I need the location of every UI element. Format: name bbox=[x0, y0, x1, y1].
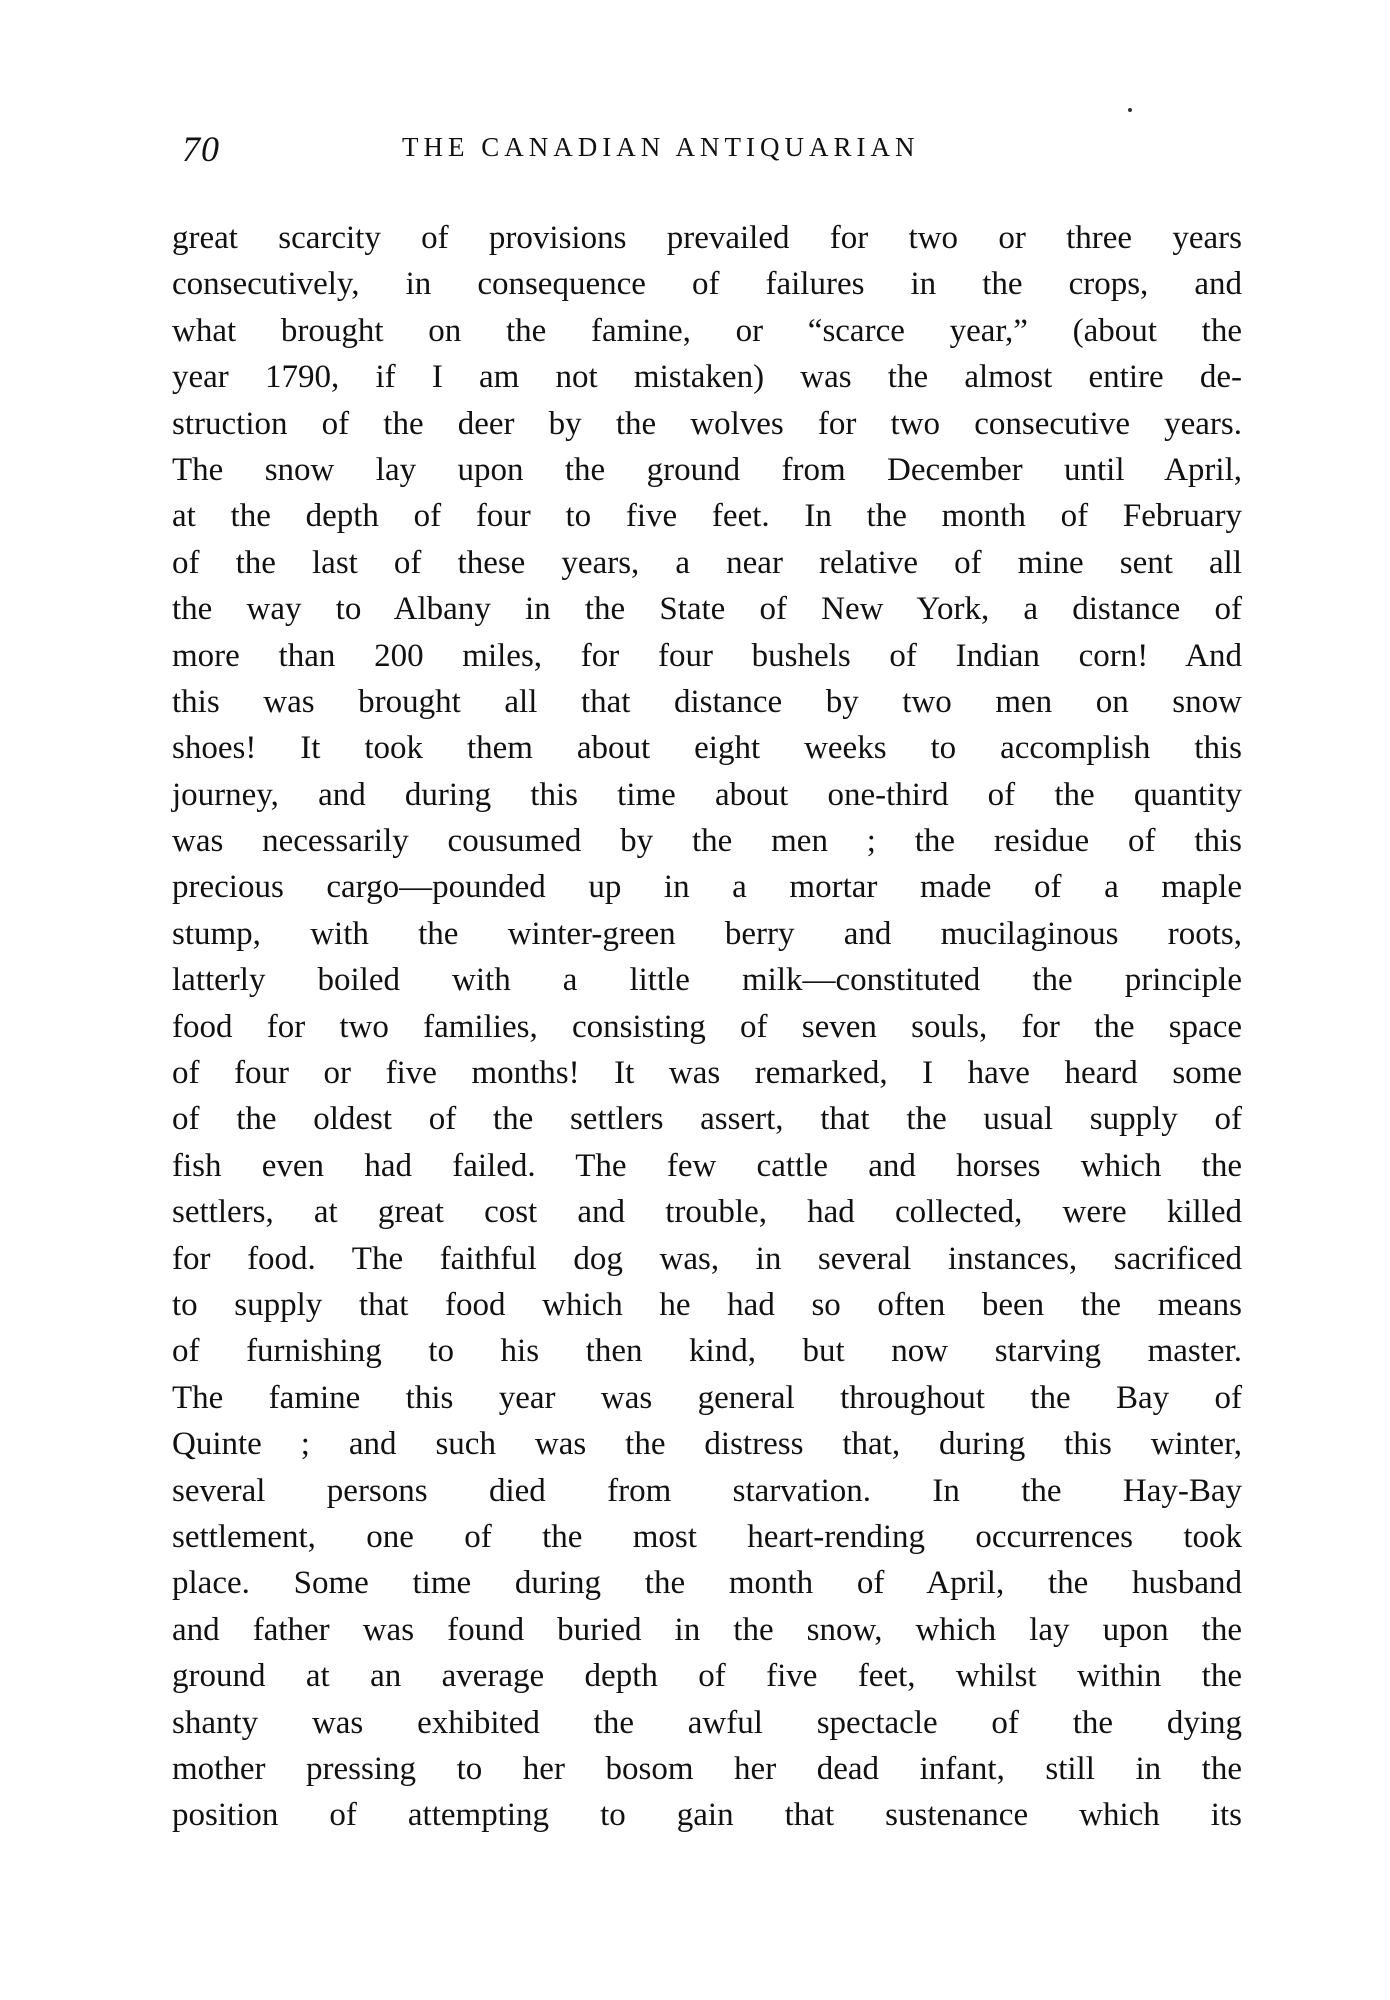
text-line: several persons died from starvation. In the Hay-Bay bbox=[172, 1472, 1242, 1509]
text-line: mother pressing to her bosom her dead infant, still in the bbox=[172, 1750, 1242, 1787]
text-line: the way to Albany in the State of New York, a distance of bbox=[172, 591, 1242, 628]
text-line: shanty was exhibited the awful spectacle of the dying bbox=[172, 1704, 1242, 1741]
text-line: stump, with the winter-green berry and mucilaginous roots, bbox=[172, 915, 1242, 952]
text-line: The famine this year was general throughout the Bay of bbox=[172, 1379, 1242, 1416]
text-line: was necessarily cousumed by the men ; the residue of this bbox=[172, 823, 1242, 860]
running-title: THE CANADIAN ANTIQUARIAN bbox=[402, 132, 920, 162]
text-line: shoes! It took them about eight weeks to accomplish this bbox=[172, 730, 1242, 767]
text-line: for food. The faithful dog was, in several instances, sacrificed bbox=[172, 1240, 1242, 1277]
text-line: ground at an average depth of five feet, whilst within the bbox=[172, 1658, 1242, 1695]
text-line: journey, and during this time about one-third of the quantity bbox=[172, 776, 1242, 813]
text-line: precious cargo—pounded up in a mortar made of a maple bbox=[172, 869, 1242, 906]
text-line: of the oldest of the settlers assert, that the usual supply of bbox=[172, 1101, 1242, 1138]
text-line: of the last of these years, a near relative of mine sent all bbox=[172, 544, 1242, 581]
text-line: and father was found buried in the snow, which lay upon the bbox=[172, 1611, 1242, 1648]
text-line: place. Some time during the month of April, the husband bbox=[172, 1565, 1242, 1602]
text-line: Quinte ; and such was the distress that, during this winter, bbox=[172, 1426, 1242, 1463]
text-line: year 1790, if I am not mistaken) was the almost entire de- bbox=[172, 359, 1242, 396]
text-line: settlement, one of the most heart-rending occurrences took bbox=[172, 1518, 1242, 1555]
text-line: what brought on the famine, or “scarce year,” (about the bbox=[172, 312, 1242, 349]
running-header bbox=[182, 128, 1232, 178]
printing-speck bbox=[1128, 108, 1132, 112]
text-line: this was brought all that distance by two men on snow bbox=[172, 683, 1242, 720]
text-line: to supply that food which he had so often been the means bbox=[172, 1286, 1242, 1323]
text-line: of four or five months! It was remarked, I have heard some bbox=[172, 1055, 1242, 1092]
text-line: more than 200 miles, for four bushels of Indian corn! And bbox=[172, 637, 1242, 674]
text-line: at the depth of four to five feet. In the month of February bbox=[172, 498, 1242, 535]
text-line: position of attempting to gain that sustenance which its bbox=[172, 1797, 1242, 1834]
text-line: of furnishing to his then kind, but now starving master. bbox=[172, 1333, 1242, 1370]
page-number: 70 bbox=[182, 129, 220, 169]
text-line: great scarcity of provisions prevailed for two or three years bbox=[172, 220, 1242, 256]
text-line: The snow lay upon the ground from December until April, bbox=[172, 451, 1242, 488]
text-line: settlers, at great cost and trouble, had collected, were killed bbox=[172, 1194, 1242, 1231]
text-line: fish even had failed. The few cattle and horses which the bbox=[172, 1147, 1242, 1184]
text-line: struction of the deer by the wolves for two consecutive years. bbox=[172, 405, 1242, 442]
text-line: consecutively, in consequence of failures in the crops, and bbox=[172, 266, 1242, 303]
text-line: latterly boiled with a little milk—constituted the principle bbox=[172, 962, 1242, 999]
text-line: food for two families, consisting of seven souls, for the space bbox=[172, 1008, 1242, 1045]
body-text bbox=[172, 215, 1242, 1839]
